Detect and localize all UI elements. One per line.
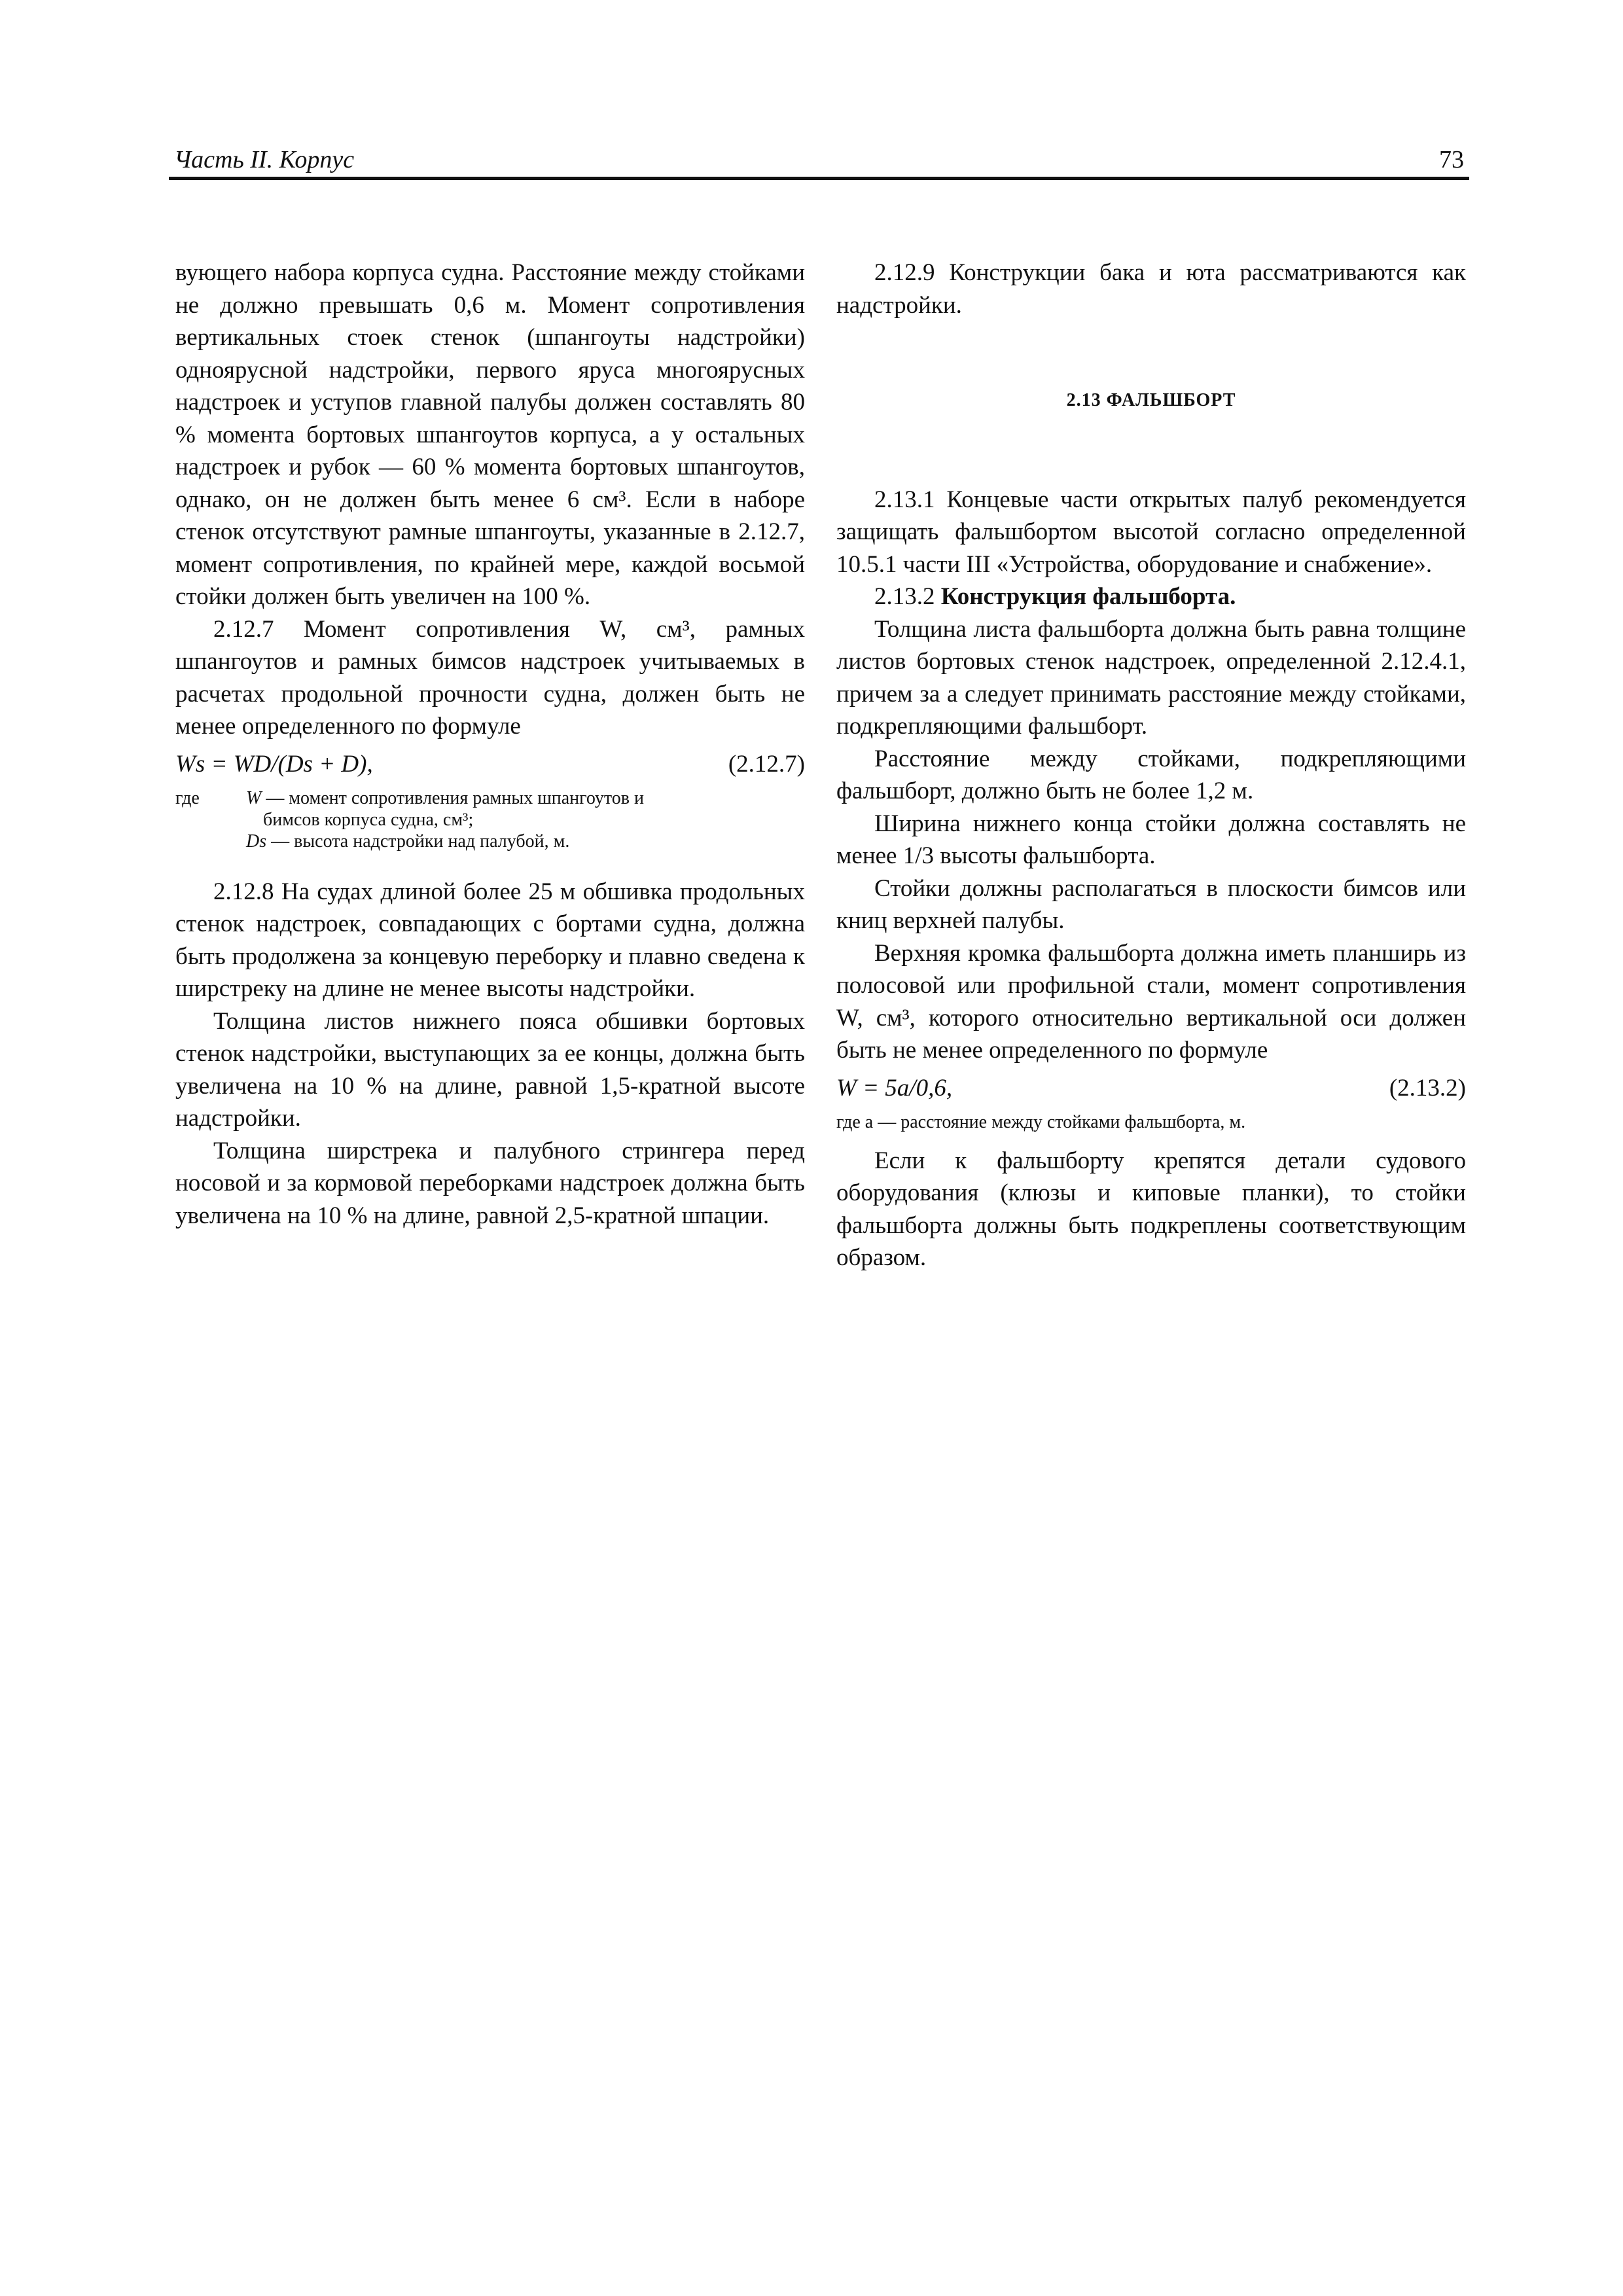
legend-text: — высота надстройки над палубой, м. — [266, 831, 570, 852]
paragraph: Если к фальшборту крепятся детали судового оборудования (клюзы и киповые планки), то стойки фальшборта должны быть подкреплены соответствующим образом. — [836, 1147, 1466, 1271]
legend-continuation: бимсов корпуса судна, см³; — [263, 809, 474, 830]
paragraph-2-13-1: 2.13.1 Концевые части открытых палуб рекомендуется защищать фальшбортом высотой согласно определенной 10.5.1 части III «Устройства, оборудование и снабжение». — [836, 486, 1466, 578]
legend-text: — момент сопротивления рамных шпангоутов и — [261, 787, 644, 808]
paragraph-continuation: вующего набора корпуса судна. Расстояние между стойками не должно превышать 0,6 м. Момент сопротивления вертикальных стоек стенок (шпангоуты надстройки) одноярусной надстройки, первого яруса многоярусных надстроек и уступов главной палубы должен составлять 80 % момента бортовых шпангоутов корпуса, а у остальных надстроек и рубок — 60 % момента бортовых шпангоутов, однако, он не должен быть менее 6 см³. Если в наборе стенок отсутствуют рамные шпангоуты, указанные в 2.12.7, момент сопротивления, по крайней мере, каждой восьмой стойки должен быть увеличен на 100 %. — [175, 259, 805, 610]
section-heading: 2.13 ФАЛЬШБОРТ — [1066, 390, 1236, 410]
clause-title: Конструкция фальшборта. — [940, 583, 1236, 610]
formula-2-12-7 — [175, 748, 805, 782]
paragraph: Расстояние между стойками, подкрепляющими фальшборт, должно быть не более 1,2 м. — [836, 745, 1466, 804]
paragraph-2-13-2 — [836, 581, 1466, 613]
paragraph: Толщина листов нижнего пояса обшивки бортовых стенок надстройки, выступающих за ее концы, должна быть увеличена на 10 % на длине, равной 1,5-кратной высоте надстройки. — [175, 1007, 805, 1132]
paragraph: Ширина нижнего конца стойки должна составлять не менее 1/3 высоты фальшборта. — [836, 810, 1466, 869]
paragraph: Верхняя кромка фальшборта должна иметь планширь из полосовой или профильной стали, момент сопротивления W, см³, которого относительно вертикальной оси должен быть не менее определенного по формуле — [836, 939, 1466, 1064]
formula-legend — [175, 787, 805, 852]
running-title: Часть II. Корпус — [174, 146, 355, 173]
right-column — [836, 257, 1466, 1274]
formula-2-13-2 — [836, 1072, 1466, 1106]
paragraph: Толщина ширстрека и палубного стрингера перед носовой и за кормовой переборками надстроек должна быть увеличена на 10 % на длине, равной 2,5-кратной шпации. — [175, 1137, 805, 1229]
paragraph: Толщина листа фальшборта должна быть равна толщине листов бортовых стенок надстроек, определенной 2.12.4.1, причем за a следует принимать расстояние между стойками, подкрепляющими фальшборт. — [836, 615, 1466, 740]
paragraph-2-12-7: 2.12.7 Момент сопротивления W, см³, рамных шпангоутов и рамных бимсов надстроек учитываемых в расчетах продольной прочности судна, должен быть не менее определенного по формуле — [175, 615, 805, 740]
where-label: где — [175, 787, 200, 808]
paragraph-2-12-8: 2.12.8 На судах длиной более 25 м обшивка продольных стенок надстроек, совпадающих с бортами судна, должна быть продолжена за концевую переборку и плавно сведена к ширстреку на длине не менее высоты надстройки. — [175, 878, 805, 1002]
formula-expression: W = 5a/0,6, — [836, 1074, 953, 1102]
paragraph-2-12-9: 2.12.9 Конструкции бака и юта рассматриваются как надстройки. — [836, 259, 1466, 319]
formula-number: (2.13.2) — [1389, 1074, 1466, 1102]
legend-symbol: Ds — [246, 831, 267, 852]
formula-legend: где a — расстояние между стойками фальшборта, м. — [836, 1111, 1246, 1132]
formula-number: (2.12.7) — [728, 750, 805, 778]
page-number: 73 — [1439, 146, 1464, 173]
left-column — [175, 257, 805, 1232]
legend-symbol: W — [246, 787, 262, 808]
clause-number: 2.13.2 — [874, 583, 935, 610]
header-rule — [169, 177, 1469, 180]
formula-expression: Ws = WD/(Ds + D), — [175, 750, 373, 778]
paragraph: Стойки должны располагаться в плоскости бимсов или книц верхней палубы. — [836, 874, 1466, 934]
